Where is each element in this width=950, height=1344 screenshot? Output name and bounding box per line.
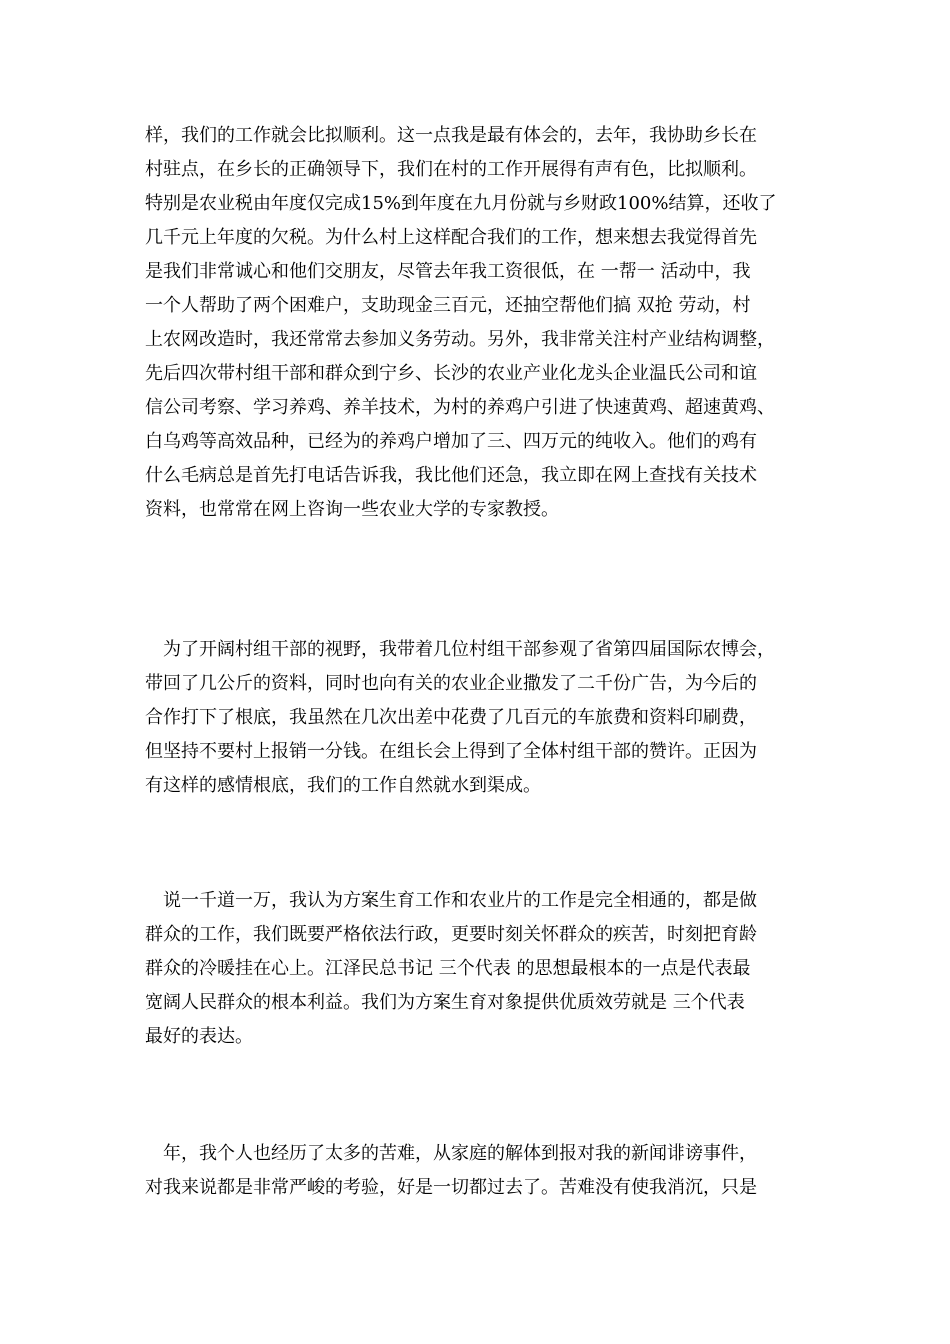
text-line: 资料，也常常在网上咨询一些农业大学的专家教授。: [145, 499, 559, 520]
text-line: 合作打下了根底，我虽然在几次出差中花费了几百元的车旅费和资料印刷费，: [145, 707, 757, 728]
text-line: 年，我个人也经历了太多的苦难，从家庭的解体到报对我的新闻诽谤事件，: [145, 1143, 757, 1164]
text-line: 几千元上年度的欠税。为什么村上这样配合我们的工作，想来想去我觉得首先: [145, 227, 757, 248]
text-line: 是我们非常诚心和他们交朋友，尽管去年我工资很低，在 一帮一 活动中，我: [145, 261, 751, 282]
text-line: 带回了几公斤的资料，同时也向有关的农业企业撒发了二千份广告，为今后的: [145, 673, 757, 694]
text-line: 但坚持不要村上报销一分钱。在组长会上得到了全体村组干部的赞许。正因为: [145, 741, 757, 762]
text-line: 一个人帮助了两个困难户，支助现金三百元，还抽空帮他们搞 双抢 劳动，村: [145, 295, 751, 316]
text-line: 对我来说都是非常严峻的考验，好是一切都过去了。苦难没有使我消沉，只是: [145, 1177, 757, 1198]
paragraph-4: [145, 1137, 815, 1205]
text-line: 信公司考察、学习养鸡、养羊技术，为村的养鸡户引进了快速黄鸡、超速黄鸡、: [145, 397, 775, 418]
text-line: 群众的冷暖挂在心上。江泽民总书记 三个代表 的思想最根本的一点是代表最: [145, 958, 751, 979]
text-line: 群众的工作，我们既要严格依法行政，更要时刻关怀群众的疾苦，时刻把育龄: [145, 924, 757, 945]
text-line: 什么毛病总是首先打电话告诉我，我比他们还急，我立即在网上查找有关技术: [145, 465, 757, 486]
text-line: 说一千道一万，我认为方案生育工作和农业片的工作是完全相通的，都是做: [145, 890, 757, 911]
text-line: 为了开阔村组干部的视野，我带着几位村组干部参观了省第四届国际农博会，: [145, 639, 775, 660]
text-line: 宽阔人民群众的根本利益。我们为方案生育对象提供优质效劳就是 三个代表: [145, 992, 745, 1013]
text-line: 样，我们的工作就会比拟顺利。这一点我是最有体会的，去年，我协助乡长在: [145, 125, 757, 146]
text-line: 最好的表达。: [145, 1026, 253, 1047]
text-line: 白乌鸡等高效品种，已经为的养鸡户增加了三、四万元的纯收入。他们的鸡有: [145, 431, 757, 452]
text-line: 上农网改造时，我还常常去参加义务劳动。另外，我非常关注村产业结构调整，: [145, 329, 775, 350]
text-line: 有这样的感情根底，我们的工作自然就水到渠成。: [145, 775, 541, 796]
text-line: 村驻点，在乡长的正确领导下，我们在村的工作开展得有声有色，比拟顺利。: [145, 159, 757, 180]
paragraph-3: [145, 884, 815, 1054]
paragraph-1: [145, 119, 815, 527]
text-line: 特别是农业税由年度仅完成15%到年度在九月份就与乡财政100%结算，还收了: [145, 193, 777, 214]
paragraph-2: [145, 633, 815, 803]
text-line: 先后四次带村组干部和群众到宁乡、长沙的农业产业化龙头企业温氏公司和谊: [145, 363, 757, 384]
